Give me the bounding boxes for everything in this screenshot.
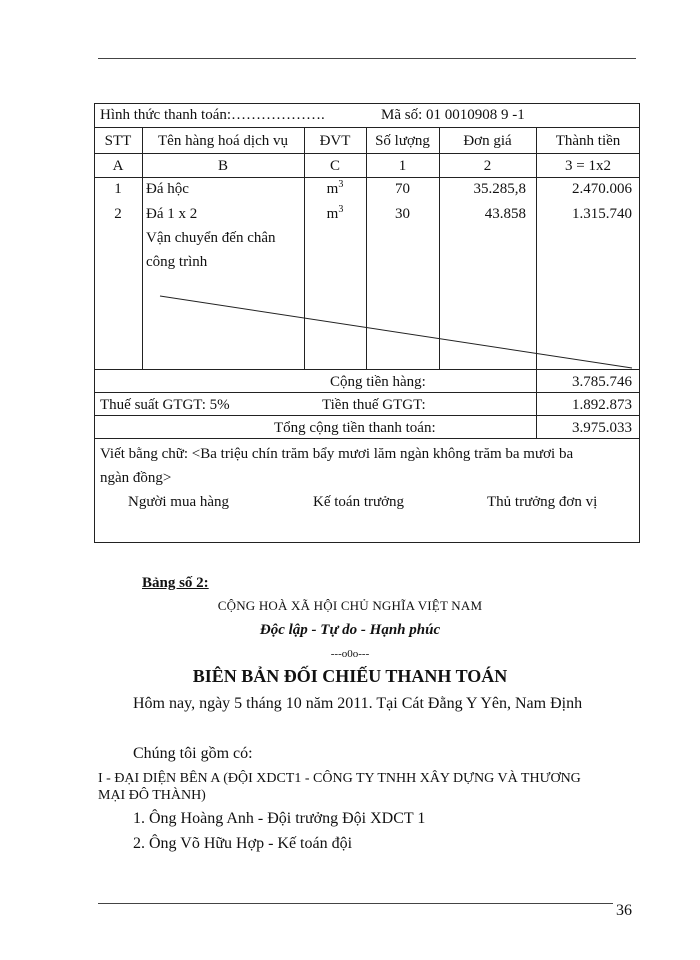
- member-1: 1. Ông Hoàng Anh - Đội trưởng Đội XDCT 1: [133, 810, 426, 827]
- col-header-name: Tên hàng hoá dịch vụ: [158, 133, 288, 149]
- member-2: 2. Ông Võ Hữu Hợp - Kế toán đội: [133, 835, 353, 852]
- col-header-stt: STT: [104, 133, 132, 149]
- header-rule: [98, 58, 636, 59]
- amount-in-words-line1: Viết bằng chữ: <Ba triệu chín trăm bẩy mươi lăm ngàn không trăm ba mươi ba: [100, 446, 574, 462]
- table-body: [94, 177, 640, 369]
- subtotal-row: [94, 369, 640, 392]
- national-title: CỘNG HOÀ XÃ HỘI CHỦ NGHĨA VIỆT NAM: [217, 598, 483, 613]
- item-2-unit: $m^3$: [326, 204, 344, 222]
- table-header-row: [94, 127, 640, 153]
- table-caption: Bảng số 2:: [142, 575, 209, 591]
- code-qty: 1: [398, 158, 407, 174]
- party-a-heading-line1: I - ĐẠI DIỆN BÊN A (ĐỘI XDCT1 - CÔNG TY TNHH XÂY DỰNG VÀ THƯƠNG: [98, 771, 581, 786]
- document-title: BIÊN BẢN ĐỐI CHIẾU THANH TOÁN: [192, 666, 508, 686]
- footer-rule: [98, 903, 613, 904]
- page-number: 36: [616, 902, 632, 919]
- item-2-qty: 30: [395, 206, 410, 222]
- intro-line: Chúng tôi gồm có:: [133, 745, 253, 762]
- code-unit: C: [329, 158, 340, 174]
- signature-buyer: Người mua hàng: [128, 494, 230, 510]
- col-header-unit: ĐVT: [319, 133, 351, 149]
- payment-row: [94, 103, 640, 127]
- vat-value: 1.892.873: [572, 397, 632, 413]
- ornament-divider: ---o0o---: [330, 648, 370, 660]
- col-header-qty: Số lượng: [375, 133, 430, 149]
- code-name: B: [217, 158, 228, 174]
- item-2-name: Đá 1 x 2: [146, 206, 198, 222]
- item-2-stt: 2: [114, 206, 122, 222]
- transport-note-line1: Vận chuyển đến chân: [146, 230, 276, 246]
- subtotal-value: 3.785.746: [572, 374, 632, 390]
- vat-row: [94, 392, 640, 415]
- signature-head: Thủ trưởng đơn vị: [487, 494, 598, 510]
- signature-accountant: Kế toán trưởng: [313, 494, 405, 510]
- col-header-price: Đơn giá: [463, 133, 512, 149]
- cancel-diagonal-line: [94, 178, 640, 370]
- transport-note-line2: công trình: [146, 254, 208, 270]
- date-location-line: Hôm nay, ngày 5 tháng 10 năm 2011. Tại Cát Đằng Y Yên, Nam Định: [133, 695, 583, 712]
- item-1-unit: $m^3$: [326, 179, 344, 197]
- item-2-amount: 1.315.740: [572, 206, 632, 222]
- total-value: 3.975.033: [572, 420, 632, 436]
- total-label: Tổng cộng tiền thanh toán:: [274, 420, 436, 436]
- col-divider: [142, 127, 143, 369]
- item-1-amount: 2.470.006: [572, 181, 632, 197]
- code-stt: A: [112, 158, 124, 174]
- item-1-qty: 70: [395, 181, 410, 197]
- col-divider: [439, 127, 440, 369]
- words-and-signatures: [94, 438, 640, 543]
- item-1-price: 35.285,8: [473, 181, 526, 197]
- item-2-price: 43.858: [484, 206, 526, 222]
- vat-label: Tiền thuế GTGT:: [322, 397, 426, 413]
- invoice-table: [94, 103, 640, 543]
- col-divider: [366, 127, 367, 369]
- invoice-code: Mã số: 01 0010908 9 -1: [381, 107, 525, 123]
- col-divider: [536, 127, 537, 369]
- col-header-amount: Thành tiền: [555, 133, 621, 149]
- vat-rate-label: Thuế suất GTGT: 5%: [100, 397, 230, 413]
- amount-in-words-line2: ngàn đồng>: [100, 470, 172, 486]
- national-motto: Độc lập - Tự do - Hạnh phúc: [259, 622, 441, 638]
- code-price: 2: [483, 158, 492, 174]
- total-row: [94, 415, 640, 438]
- item-1-stt: 1: [114, 181, 122, 197]
- code-amount: 3 = 1x2: [565, 158, 611, 174]
- subtotal-label: Cộng tiền hàng:: [330, 374, 426, 390]
- col-divider: [304, 127, 305, 369]
- table-code-row: [94, 153, 640, 177]
- party-a-heading-line2: MẠI ĐÔ THÀNH): [98, 788, 206, 803]
- payment-method-label: Hình thức thanh toán:……………….: [100, 107, 325, 123]
- item-1-name: Đá hộc: [146, 181, 189, 197]
